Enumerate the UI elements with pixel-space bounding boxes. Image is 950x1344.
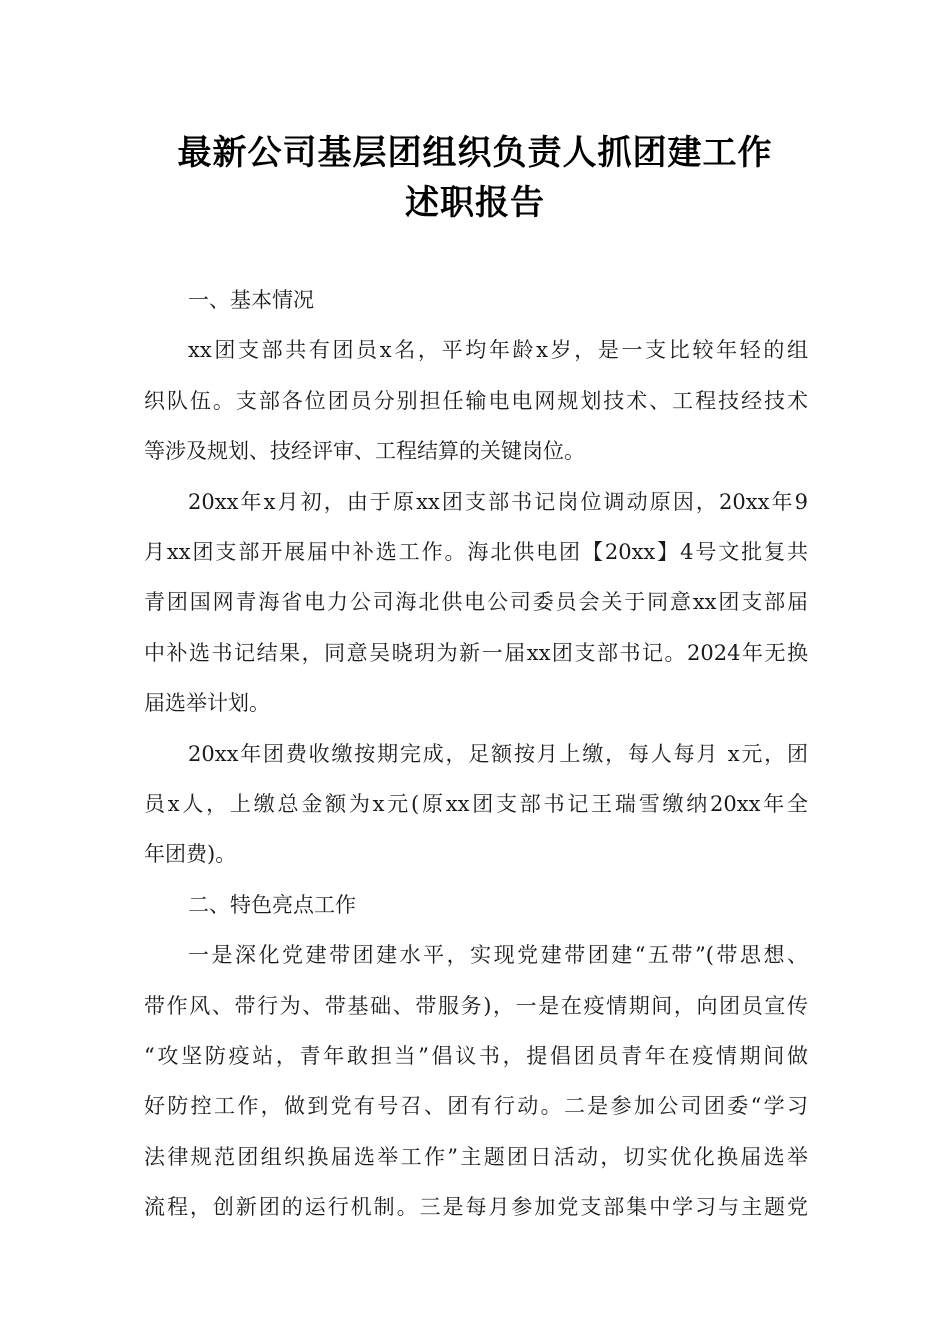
document-line: 带作风、带行为、带基础、带服务)，一是在疫情期间，向团员宣传 xyxy=(144,994,808,1018)
document-title-line-1: 最新公司基层团组织负责人抓团建工作 xyxy=(177,133,773,173)
document-line: 青团国网青海省电力公司海北供电公司委员会关于同意xx团支部届 xyxy=(144,590,808,614)
document-title-line-2: 述职报告 xyxy=(405,183,545,223)
document-line: 月xx团支部开展届中补选工作。海北供电团【20xx】4号文批复共 xyxy=(144,540,808,564)
document-line: 等涉及规划、技经评审、工程结算的关键岗位。 xyxy=(144,439,585,463)
document-line: 一是深化党建带团建水平，实现党建带团建“五带”(带思想、 xyxy=(188,943,808,967)
document-line: 中补选书记结果，同意吴晓玥为新一届xx团支部书记。2024年无换 xyxy=(144,641,808,665)
document-line: 一、基本情况 xyxy=(188,288,314,312)
document-line: 20xx年x月初，由于原xx团支部书记岗位调动原因，20xx年9 xyxy=(188,490,808,514)
document-line: 二、特色亮点工作 xyxy=(188,893,356,917)
document-line: 年团费)。 xyxy=(144,842,237,866)
document-line: “攻坚防疫站，青年敢担当”倡议书，提倡团员青年在疫情期间做 xyxy=(144,1044,808,1068)
document-line: 织队伍。支部各位团员分别担任输电电网规划技术、工程技经技术 xyxy=(144,389,808,413)
document-line: 届选举计划。 xyxy=(144,691,270,715)
document-line: 20xx年团费收缴按期完成，足额按月上缴，每人每月 x元，团 xyxy=(188,742,808,766)
document-line: 法律规范团组织换届选举工作”主题团日活动，切实优化换届选举 xyxy=(144,1145,808,1169)
document-line: xx团支部共有团员x名，平均年龄x岁，是一支比较年轻的组 xyxy=(188,338,808,362)
document-line: 好防控工作，做到党有号召、团有行动。二是参加公司团委“学习 xyxy=(144,1094,808,1118)
document-line: 员x人，上缴总金额为x元(原xx团支部书记王瑞雪缴纳20xx年全 xyxy=(144,792,808,816)
document-line: 流程，创新团的运行机制。三是每月参加党支部集中学习与主题党 xyxy=(144,1195,808,1219)
